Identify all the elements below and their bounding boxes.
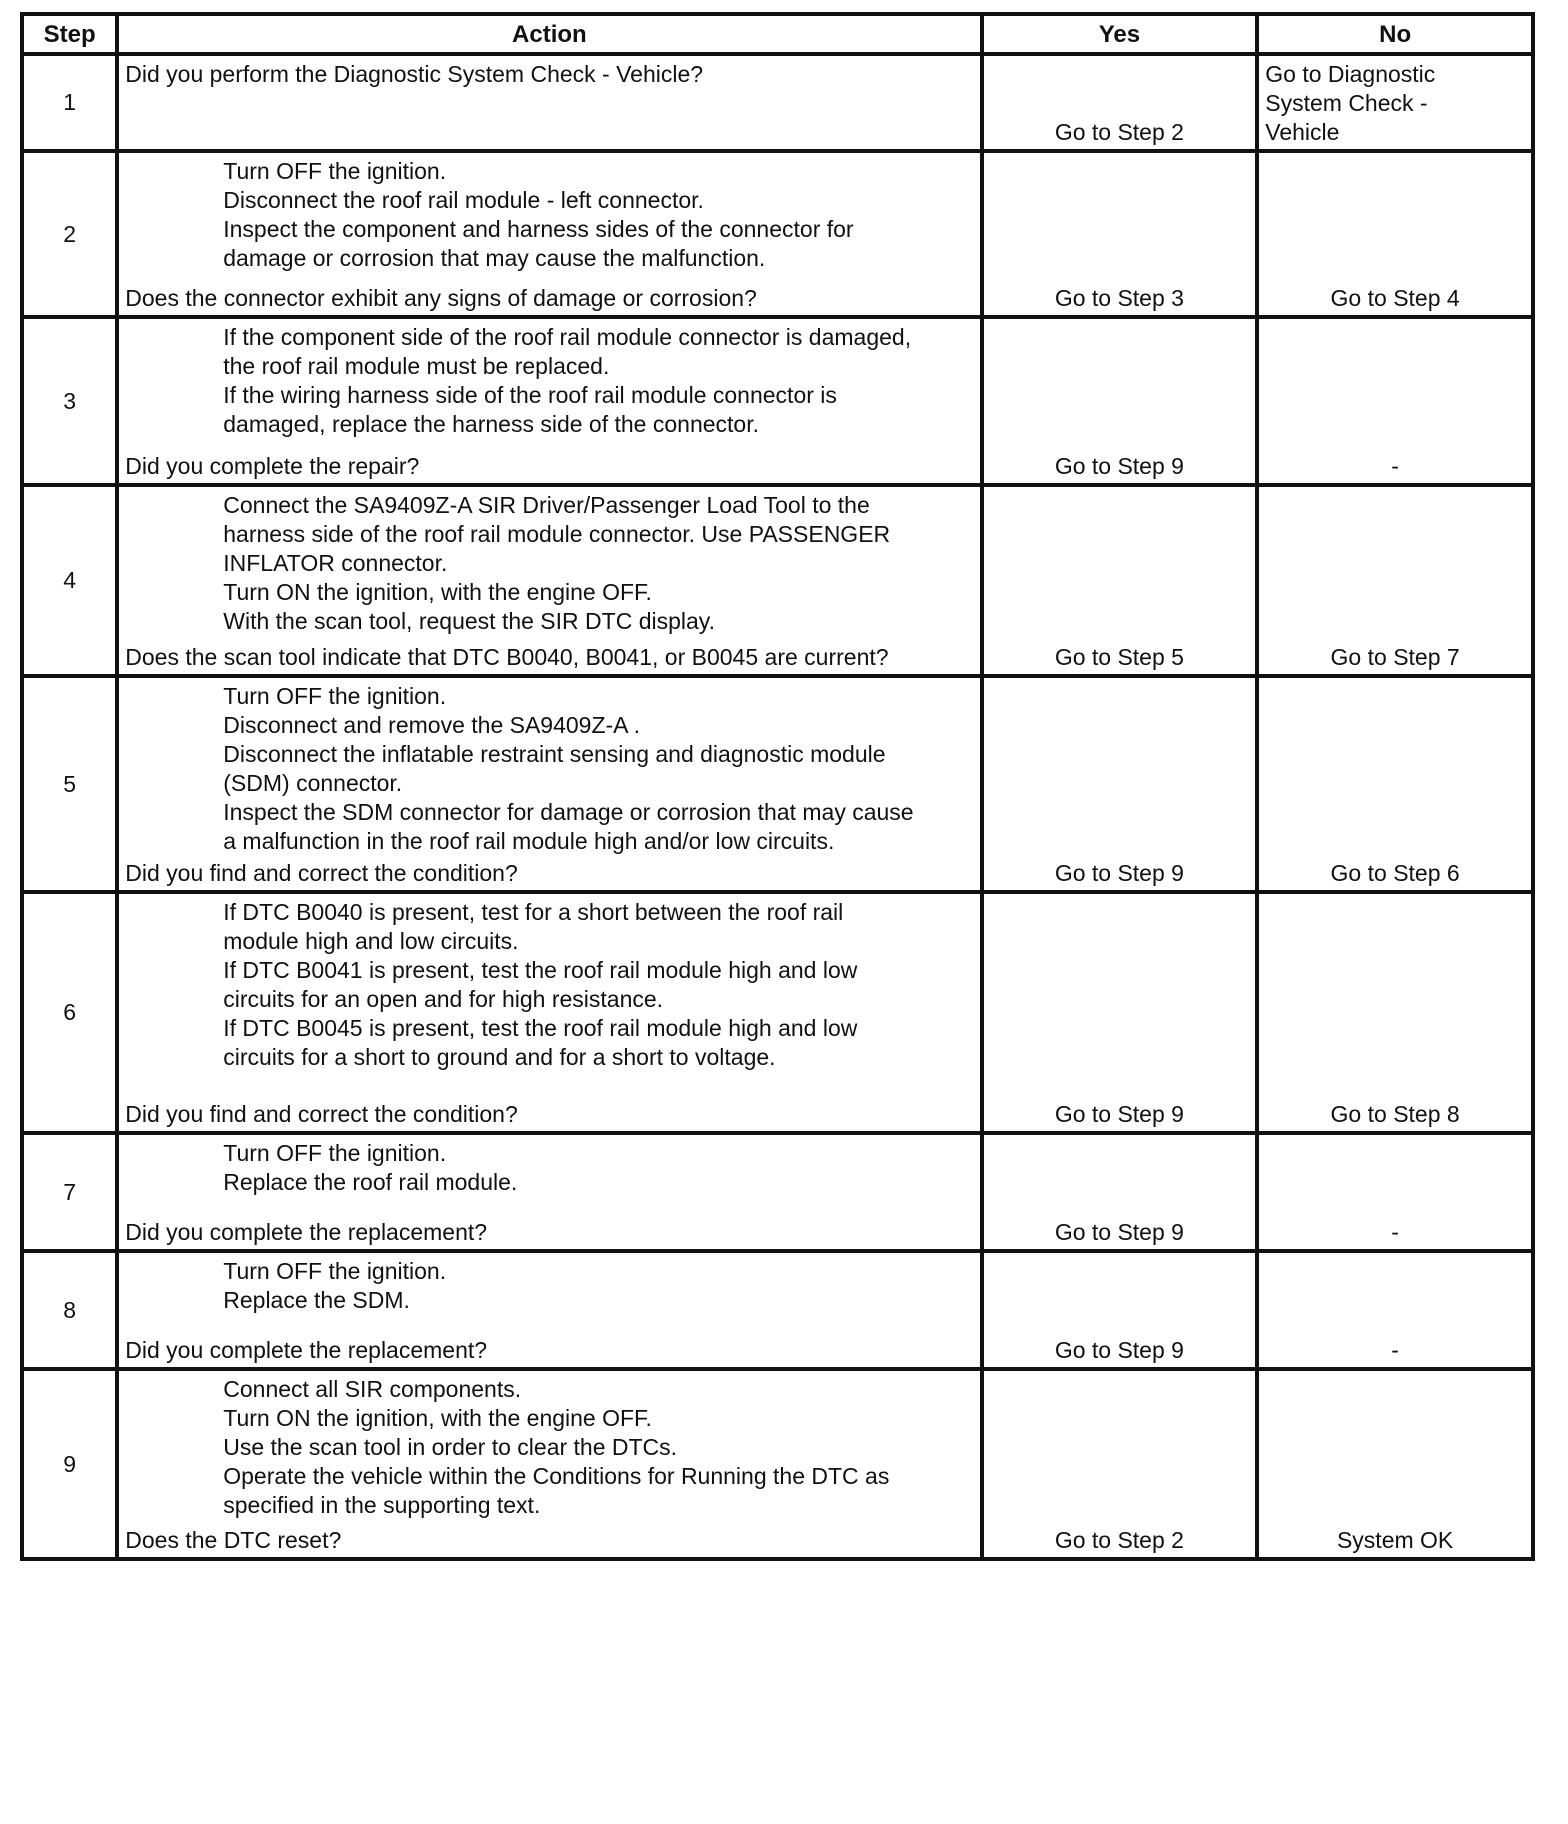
table-row xyxy=(22,1133,1533,1251)
step-number: 8 xyxy=(22,1251,117,1369)
instruction-line: Replace the roof rail module. xyxy=(223,1169,518,1195)
instruction-line: If DTC B0040 is present, test for a short between the roof rail xyxy=(223,899,844,925)
instruction-line: Turn OFF the ignition. xyxy=(223,1258,447,1284)
action-question: Did you perform the Diagnostic System Check - Vehicle? xyxy=(125,61,704,87)
instruction-line: the roof rail module must be replaced. xyxy=(223,353,610,379)
yes-result: Go to Step 9 xyxy=(982,676,1258,892)
no-result: - xyxy=(1257,1133,1533,1251)
action-instructions xyxy=(119,1371,979,1520)
no-result-line: Vehicle xyxy=(1265,119,1340,145)
table-row xyxy=(22,485,1533,676)
action-cell xyxy=(117,151,981,317)
instruction-line: Use the scan tool in order to clear the DTCs. xyxy=(223,1434,678,1460)
action-question: Did you complete the replacement? xyxy=(125,1337,488,1363)
action-cell xyxy=(117,317,981,485)
instruction-line: Turn OFF the ignition. xyxy=(223,1140,447,1166)
yes-result: Go to Step 3 xyxy=(982,151,1258,317)
instruction-line: If the wiring harness side of the roof rail module connector is xyxy=(223,382,837,408)
action-question: Did you find and correct the condition? xyxy=(125,860,518,886)
action-question: Does the connector exhibit any signs of damage or corrosion? xyxy=(125,285,757,311)
instruction-line: Replace the SDM. xyxy=(223,1287,410,1313)
action-instructions xyxy=(119,153,979,273)
action-cell xyxy=(117,1133,981,1251)
instruction-line: circuits for an open and for high resistance. xyxy=(223,986,664,1012)
instruction-line: Connect all SIR components. xyxy=(223,1376,522,1402)
table-row xyxy=(22,1251,1533,1369)
header-no: No xyxy=(1257,14,1533,54)
step-number: 7 xyxy=(22,1133,117,1251)
step-number: 5 xyxy=(22,676,117,892)
no-result: - xyxy=(1257,1251,1533,1369)
yes-result: Go to Step 9 xyxy=(982,892,1258,1133)
action-question: Does the DTC reset? xyxy=(125,1527,342,1553)
instruction-line: Disconnect the roof rail module - left connector. xyxy=(223,187,704,213)
instruction-line: Turn ON the ignition, with the engine OFF. xyxy=(223,579,652,605)
instruction-line: Disconnect and remove the SA9409Z-A . xyxy=(223,712,641,738)
no-result: Go to Step 6 xyxy=(1257,676,1533,892)
instruction-line: Turn ON the ignition, with the engine OFF. xyxy=(223,1405,652,1431)
instruction-line: If DTC B0045 is present, test the roof rail module high and low xyxy=(223,1015,858,1041)
instruction-line: Connect the SA9409Z-A SIR Driver/Passenger Load Tool to the xyxy=(223,492,870,518)
no-result: Go to Step 8 xyxy=(1257,892,1533,1133)
instruction-line: damage or corrosion that may cause the malfunction. xyxy=(223,245,766,271)
header-step: Step xyxy=(22,14,117,54)
no-result xyxy=(1257,54,1533,151)
yes-result: Go to Step 9 xyxy=(982,1251,1258,1369)
step-number: 1 xyxy=(22,54,117,151)
instruction-line: Disconnect the inflatable restraint sensing and diagnostic module xyxy=(223,741,886,767)
action-instructions xyxy=(119,319,979,439)
yes-result: Go to Step 2 xyxy=(982,1369,1258,1559)
action-instructions xyxy=(119,1135,979,1197)
action-instructions xyxy=(119,678,979,856)
instruction-line: Inspect the component and harness sides of the connector for xyxy=(223,216,854,242)
step-number: 2 xyxy=(22,151,117,317)
header-action: Action xyxy=(117,14,981,54)
no-result-line: System Check - xyxy=(1265,90,1428,116)
no-result: System OK xyxy=(1257,1369,1533,1559)
action-question: Did you complete the repair? xyxy=(125,453,420,479)
action-cell xyxy=(117,54,981,151)
step-number: 6 xyxy=(22,892,117,1133)
step-number: 9 xyxy=(22,1369,117,1559)
instruction-line: Operate the vehicle within the Conditions for Running the DTC as xyxy=(223,1463,890,1489)
table-row xyxy=(22,54,1533,151)
action-cell xyxy=(117,892,981,1133)
instruction-line: Turn OFF the ignition. xyxy=(223,158,447,184)
table-row xyxy=(22,317,1533,485)
instruction-line: damaged, replace the harness side of the connector. xyxy=(223,411,759,437)
diagnostic-table xyxy=(20,12,1535,1561)
instruction-line: harness side of the roof rail module connector. Use PASSENGER xyxy=(223,521,891,547)
yes-result: Go to Step 2 xyxy=(982,54,1258,151)
action-instructions xyxy=(119,894,979,1072)
step-number: 4 xyxy=(22,485,117,676)
table-row xyxy=(22,892,1533,1133)
instruction-line: a malfunction in the roof rail module high and/or low circuits. xyxy=(223,828,835,854)
instruction-line: If the component side of the roof rail module connector is damaged, xyxy=(223,324,912,350)
action-cell xyxy=(117,1251,981,1369)
instruction-line: Inspect the SDM connector for damage or corrosion that may cause xyxy=(223,799,914,825)
instruction-line: module high and low circuits. xyxy=(223,928,519,954)
action-cell xyxy=(117,676,981,892)
instruction-line: circuits for a short to ground and for a short to voltage. xyxy=(223,1044,776,1070)
instruction-line: If DTC B0041 is present, test the roof rail module high and low xyxy=(223,957,858,983)
instruction-line: (SDM) connector. xyxy=(223,770,403,796)
header-row xyxy=(22,14,1533,54)
instruction-line: specified in the supporting text. xyxy=(223,1492,541,1518)
table-row xyxy=(22,151,1533,317)
table-body xyxy=(22,54,1533,1559)
no-result: - xyxy=(1257,317,1533,485)
table-row xyxy=(22,1369,1533,1559)
yes-result: Go to Step 9 xyxy=(982,1133,1258,1251)
action-instructions xyxy=(119,1253,979,1315)
no-result-line: Go to Diagnostic xyxy=(1265,61,1436,87)
table-row xyxy=(22,676,1533,892)
action-question: Does the scan tool indicate that DTC B0040, B0041, or B0045 are current? xyxy=(125,644,889,670)
no-result: Go to Step 4 xyxy=(1257,151,1533,317)
action-cell xyxy=(117,1369,981,1559)
instruction-line: Turn OFF the ignition. xyxy=(223,683,447,709)
no-result: Go to Step 7 xyxy=(1257,485,1533,676)
step-number: 3 xyxy=(22,317,117,485)
action-question: Did you find and correct the condition? xyxy=(125,1101,518,1127)
action-instructions xyxy=(119,487,979,636)
instruction-line: With the scan tool, request the SIR DTC display. xyxy=(223,608,715,634)
header-yes: Yes xyxy=(982,14,1258,54)
action-question: Did you complete the replacement? xyxy=(125,1219,488,1245)
yes-result: Go to Step 9 xyxy=(982,317,1258,485)
yes-result: Go to Step 5 xyxy=(982,485,1258,676)
action-cell xyxy=(117,485,981,676)
instruction-line: INFLATOR connector. xyxy=(223,550,448,576)
